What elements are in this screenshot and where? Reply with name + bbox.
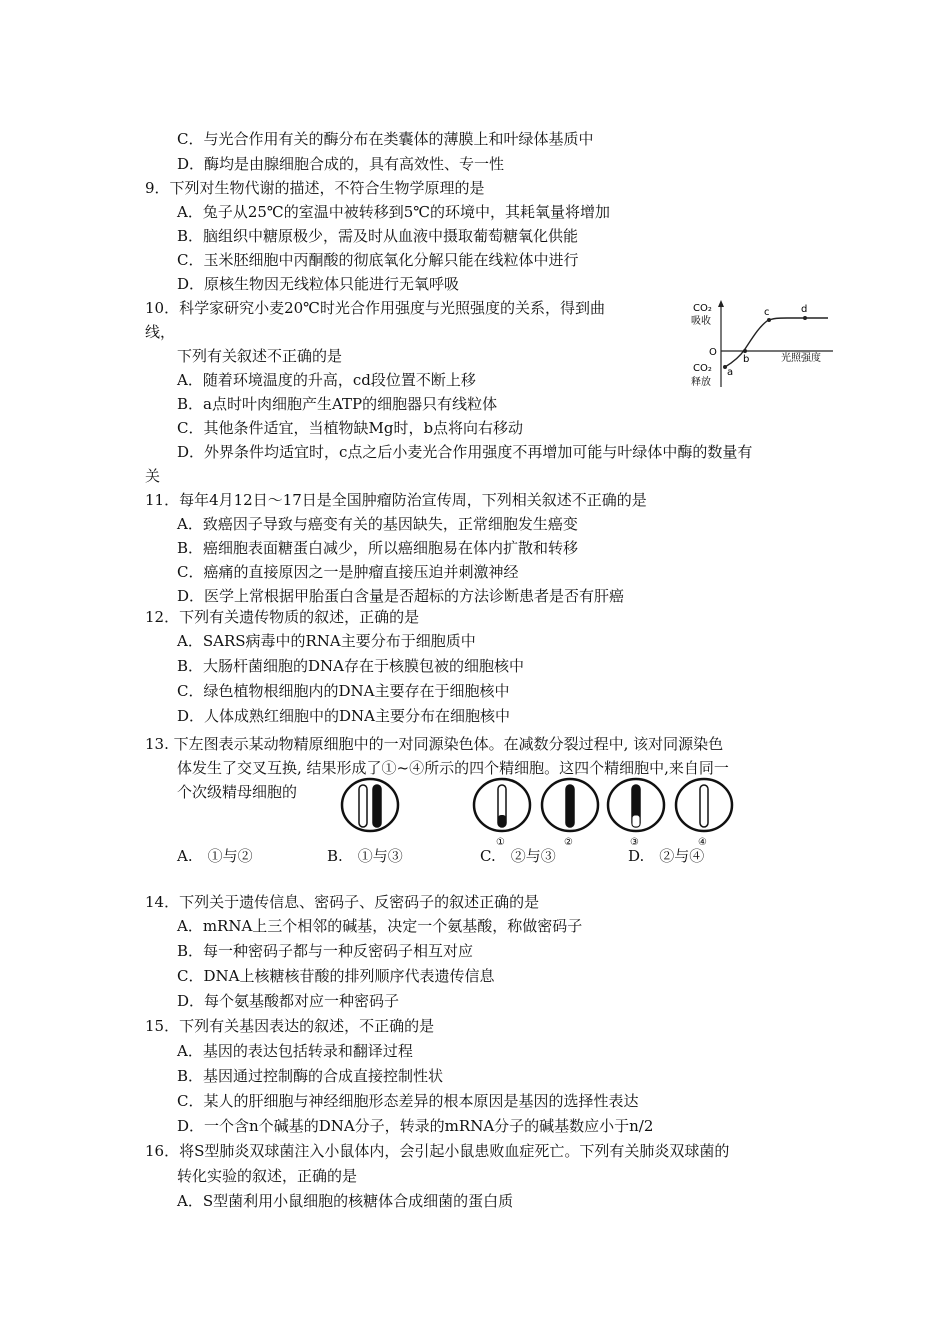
q16-stem-line1: 16．将S型肺炎双球菌注入小鼠体内，会引起小鼠患败血症死亡。下列有关肺炎双球菌的 [145, 1142, 730, 1160]
q13-stem-line1: 13. 下左图表示某动物精原细胞中的一对同源染色体。在减数分裂过程中, 该对同源染色 [145, 735, 724, 753]
q10-option-c: C．其他条件适宜，当植物缺Mg时，b点将向右移动 [177, 419, 524, 437]
q13-option-d: D. ②与④ [628, 847, 705, 865]
q10-stem-line2: 线， [145, 323, 176, 341]
sperm-cell-3 [608, 779, 664, 848]
graph-point-c [767, 318, 771, 322]
graph-x-label: 光照强度 [781, 353, 821, 364]
q15-option-b: B．基因通过控制酶的合成直接控制性状 [177, 1067, 444, 1085]
q10-option-d-line2: 关 [145, 467, 161, 485]
graph-point-b [743, 349, 747, 353]
q16-stem-line2: 转化实验的叙述，正确的是 [177, 1167, 358, 1185]
q12-option-a: A．SARS病毒中的RNA主要分布于细胞质中 [177, 632, 476, 650]
q14-option-c: C．DNA上核糖核苷酸的排列顺序代表遗传信息 [177, 967, 495, 985]
cell-label-4: ④ [698, 837, 707, 848]
cell-label-1: ① [496, 837, 505, 848]
graph-label-d: d [801, 304, 808, 315]
q10-stem-line1: 10．科学家研究小麦20℃时光合作用强度与光照强度的关系，得到曲 [145, 299, 605, 317]
q16-option-a: A．S型菌利用小鼠细胞的核糖体合成细菌的蛋白质 [177, 1192, 514, 1210]
graph-origin-label: O [709, 347, 717, 358]
q13-stem-line3: 个次级精母细胞的 [177, 783, 298, 801]
graph-y-top-label: CO₂ [693, 303, 712, 314]
q10-option-b: B．a点时叶肉细胞产生ATP的细胞器只有线粒体 [177, 395, 498, 413]
photosynthesis-graph [683, 295, 843, 395]
q12-option-b: B．大肠杆菌细胞的DNA存在于核膜包被的细胞核中 [177, 657, 525, 675]
q13-option-a: A. ①与② [177, 847, 253, 865]
q11-option-b: B．癌细胞表面糖蛋白减少，所以癌细胞易在体内扩散和转移 [177, 539, 579, 557]
graph-y-bottom-label: CO₂ [693, 363, 712, 374]
q9-stem: 9．下列对生物代谢的描述，不符合生物学原理的是 [145, 179, 485, 197]
q13-stem-line2: 体发生了交叉互换, 结果形成了①~④所示的四个精细胞。这四个精细胞中,来自同一 [177, 759, 729, 777]
q9-option-b: B．脑组织中糖原极少，需及时从血液中摄取葡萄糖氧化供能 [177, 227, 579, 245]
q11-option-c: C．癌痛的直接原因之一是肿瘤直接压迫并刺激神经 [177, 563, 519, 581]
q11-option-d: D．医学上常根据甲胎蛋白含量是否超标的方法诊断患者是否有肝癌 [177, 587, 625, 605]
q9-option-a: A．兔子从25℃的室温中被转移到5℃的环境中，其耗氧量将增加 [177, 203, 611, 221]
q14-option-b: B．每一种密码子都与一种反密码子相互对应 [177, 942, 474, 960]
q13-option-b: B. ①与③ [327, 847, 403, 865]
q10-option-d-line1: D．外界条件均适宜时，c点之后小麦光合作用强度不再增加可能与叶绿体中酶的数量有 [177, 443, 753, 461]
q11-stem: 11．每年4月12日～17日是全国肿瘤防治宣传周，下列相关叙述不正确的是 [145, 491, 647, 509]
q8-option-c: C．与光合作用有关的酶分布在类囊体的薄膜上和叶绿体基质中 [177, 130, 594, 148]
q15-option-d: D．一个含n个碱基的DNA分子，转录的mRNA分子的碱基数应小于n/2 [177, 1117, 654, 1135]
q15-option-c: C．某人的肝细胞与神经细胞形态差异的根本原因是基因的选择性表达 [177, 1092, 639, 1110]
sperm-cell-2 [542, 779, 598, 848]
cell-label-3: ③ [630, 837, 639, 848]
q15-option-a: A．基因的表达包括转录和翻译过程 [177, 1042, 413, 1060]
q8-option-d: D．酶均是由腺细胞合成的，具有高效性、专一性 [177, 155, 505, 173]
q14-stem: 14．下列关于遗传信息、密码子、反密码子的叙述正确的是 [145, 893, 540, 911]
q14-option-d: D．每个氨基酸都对应一种密码子 [177, 992, 400, 1010]
sperm-cell-1 [474, 779, 530, 848]
q10-option-a: A．随着环境温度的升高，cd段位置不断上移 [177, 371, 476, 389]
q9-option-c: C．玉米胚细胞中丙酮酸的彻底氧化分解只能在线粒体中进行 [177, 251, 579, 269]
graph-label-a: a [727, 367, 734, 378]
sperm-cell-4 [676, 779, 732, 848]
graph-label-b: b [743, 354, 750, 365]
cell-label-2: ② [564, 837, 573, 848]
homologous-pair-cell [342, 779, 398, 831]
q9-option-d: D．原核生物因无线粒体只能进行无氧呼吸 [177, 275, 460, 293]
y-axis-arrow-icon [718, 300, 724, 307]
chromosome-figure [330, 775, 750, 850]
graph-y-top-label2: 吸收 [691, 316, 711, 327]
graph-y-bottom-label2: 释放 [691, 377, 711, 388]
q10-stem-line3: 下列有关叙述不正确的是 [177, 347, 343, 365]
q13-option-c: C. ②与③ [480, 847, 556, 865]
graph-label-c: c [764, 307, 770, 318]
q12-option-c: C．绿色植物根细胞内的DNA主要存在于细胞核中 [177, 682, 510, 700]
q12-stem: 12．下列有关遗传物质的叙述，正确的是 [145, 608, 420, 626]
q14-option-a: A．mRNA上三个相邻的碱基，决定一个氨基酸，称做密码子 [177, 917, 583, 935]
q11-option-a: A．致癌因子导致与癌变有关的基因缺失，正常细胞发生癌变 [177, 515, 578, 533]
graph-point-d [803, 316, 807, 320]
q12-option-d: D．人体成熟红细胞中的DNA主要分布在细胞核中 [177, 707, 511, 725]
q15-stem: 15．下列有关基因表达的叙述，不正确的是 [145, 1017, 435, 1035]
